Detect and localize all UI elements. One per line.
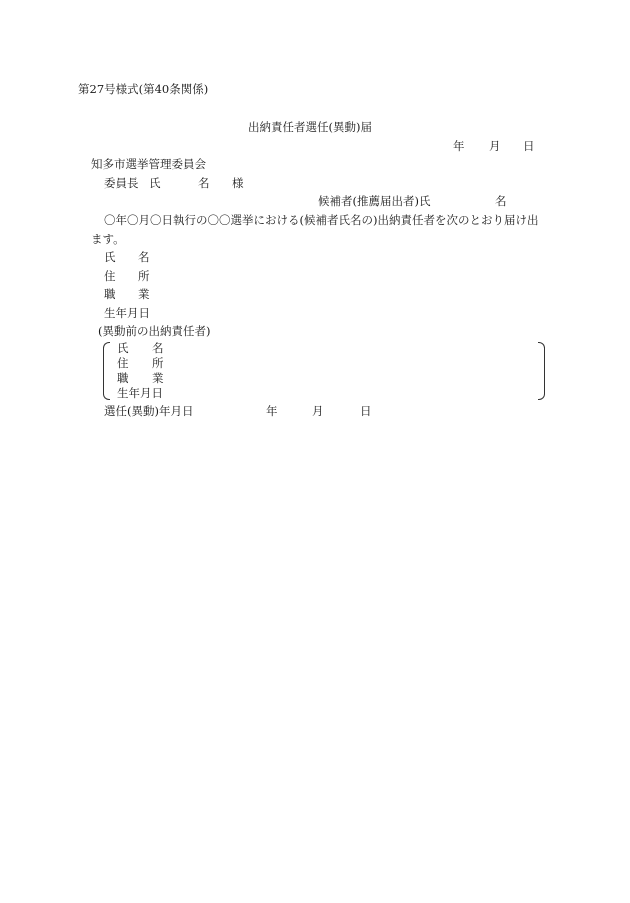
applicant-label: 候補者(推薦届出者)氏 [318,194,431,208]
prev-occupation-b: 業 [152,371,164,385]
appointment-month: 月 [312,404,324,418]
right-bracket [538,342,545,400]
chair-shi: 氏 [149,176,161,190]
date-day-label: 日 [523,139,535,153]
document-title: 出納責任者選任(異動)届 [248,120,372,134]
field-name-a: 氏 [104,250,116,264]
appointment-label: 選任(異動)年月日 [104,404,194,418]
chair-prefix: 委員長 [104,176,139,190]
appointment-year: 年 [266,404,278,418]
chair-mei: 名 [198,176,210,190]
prev-birthdate: 生年月日 [117,386,163,400]
chair-sama: 様 [232,176,244,190]
prev-name-b: 名 [152,341,164,355]
prev-name-a: 氏 [117,341,129,355]
body-line-1: 〇年〇月〇日執行の〇〇選挙における(候補者氏名の)出納責任者を次のとおり届け出 [104,213,539,227]
left-bracket [103,342,110,400]
field-name-b: 名 [138,250,150,264]
prev-address-a: 住 [117,356,129,370]
prev-address-b: 所 [152,356,164,370]
form-number: 第27号様式(第40条関係) [78,82,209,96]
body-line-2: ます。 [91,232,125,246]
field-birthdate: 生年月日 [104,306,150,320]
addressee-committee: 知多市選挙管理委員会 [91,157,206,171]
field-occupation-b: 業 [138,287,150,301]
applicant-mei: 名 [495,194,507,208]
date-month-label: 月 [489,139,501,153]
appointment-day: 日 [360,404,372,418]
field-address-a: 住 [104,269,116,283]
date-year-label: 年 [453,139,465,153]
field-address-b: 所 [138,269,150,283]
previous-heading: (異動前の出納責任者) [98,324,211,338]
field-occupation-a: 職 [104,287,116,301]
prev-occupation-a: 職 [117,371,129,385]
